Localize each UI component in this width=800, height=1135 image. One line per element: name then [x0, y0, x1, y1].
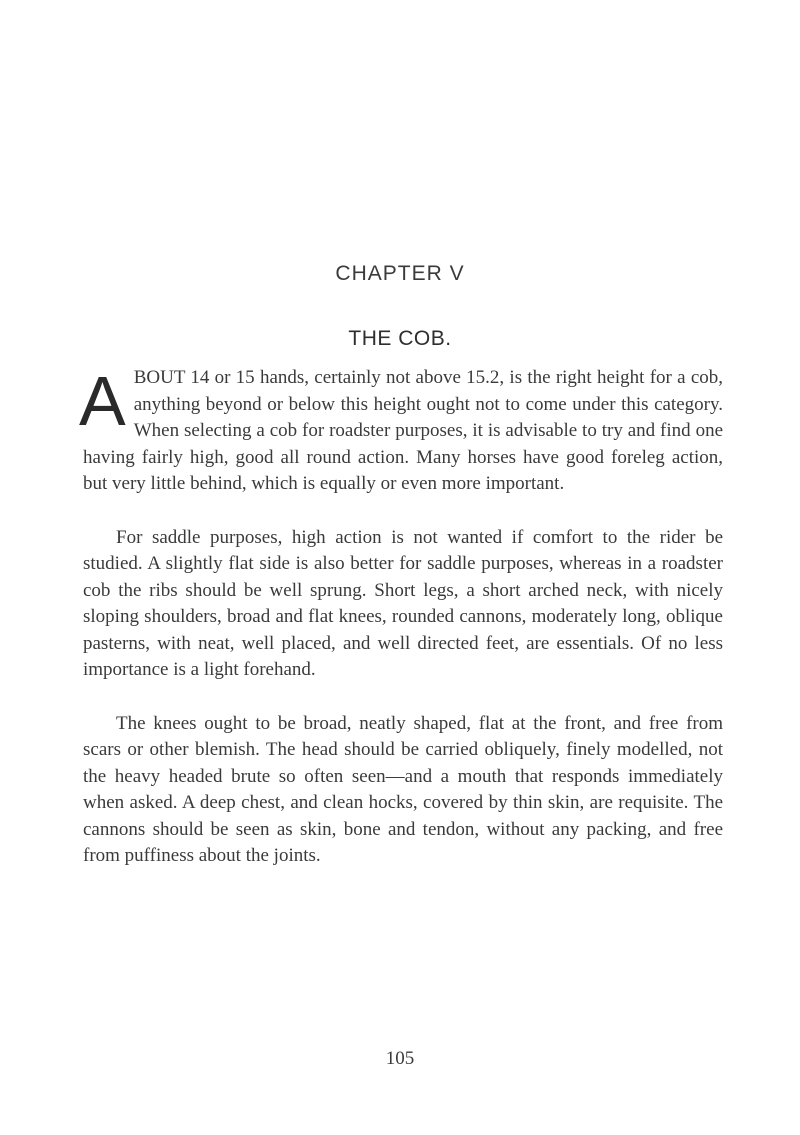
paragraph-1-text: BOUT 14 or 15 hands, certainly not above 15.2, is the right height for a cob, anything beyond or below this height ought not to come under this category. When selecting a cob for roadster purposes, it is advisable to try and find one having fairly high, good all round action. Many horses have good foreleg action, but very little behind, which is equally or even more important.: [83, 367, 723, 494]
drop-cap: A: [79, 362, 126, 440]
chapter-heading: CHAPTER V: [335, 262, 465, 285]
paragraph-1: [79, 362, 723, 498]
page-number: 105: [385, 1048, 415, 1069]
body-text: [79, 362, 723, 870]
chapter-title: THE COB.: [348, 327, 452, 350]
paragraph-2: For saddle purposes, high action is not wanted if comfort to the rider be studied. A slightly flat side is also better for saddle purposes, whereas in a roadster cob the ribs should be well sprung. Short legs, a short arched neck, with nicely sloping shoulders, broad and flat knees, rounded cannons, moderately long, oblique pasterns, with neat, well placed, and well directed feet, are essentials. Of no less importance is a light forehand.: [83, 526, 723, 680]
paragraph-3: The knees ought to be broad, neatly shaped, flat at the front, and free from scars or other blemish. The head should be carried obliquely, finely modelled, not the heavy headed brute so often seen—and a mouth that responds immediately when asked. A deep chest, and clean hocks, covered by thin skin, are requisite. The cannons should be seen as skin, bone and tendon, without any packing, and free from puffiness about the joints.: [83, 712, 723, 866]
